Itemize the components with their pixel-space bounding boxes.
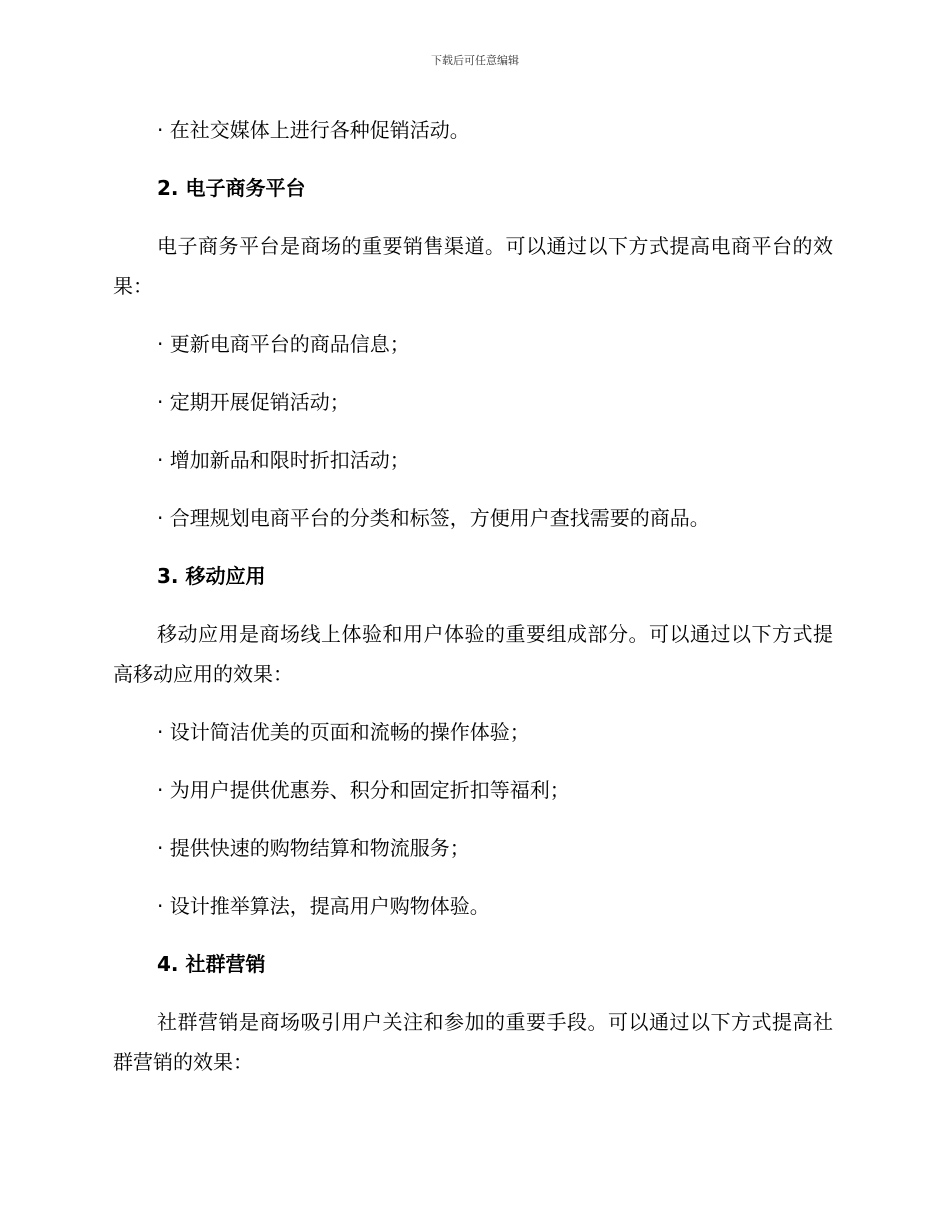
paragraph: 电子商务平台是商场的重要销售渠道。可以通过以下方式提高电商平台的效果： (113, 234, 833, 298)
bullet-item: · 定期开展促销活动； (157, 390, 350, 414)
bullet-item: · 设计推举算法，提高用户购物体验。 (157, 894, 490, 918)
bullet-item: · 提供快速的购物结算和物流服务； (157, 836, 470, 860)
bullet-item: · 设计简洁优美的页面和流畅的操作体验； (157, 720, 530, 744)
bullet-item: · 在社交媒体上进行各种促销活动。 (157, 118, 470, 142)
paragraph: 移动应用是商场线上体验和用户体验的重要组成部分。可以通过以下方式提高移动应用的效果： (113, 622, 833, 686)
page-header: 下载后可任意编辑 (431, 54, 519, 67)
section-heading: 3. 移动应用 (157, 564, 266, 588)
document-body (113, 110, 833, 1082)
bullet-item: · 更新电商平台的商品信息； (157, 332, 410, 356)
bullet-item: · 为用户提供优惠券、积分和固定折扣等福利； (157, 778, 570, 802)
paragraph: 社群营销是商场吸引用户关注和参加的重要手段。可以通过以下方式提高社群营销的效果： (113, 1010, 833, 1074)
section-heading: 2. 电子商务平台 (157, 176, 306, 200)
bullet-item: · 合理规划电商平台的分类和标签，方便用户查找需要的商品。 (157, 506, 710, 530)
section-heading: 4. 社群营销 (157, 952, 266, 976)
bullet-item: · 增加新品和限时折扣活动； (157, 448, 410, 472)
